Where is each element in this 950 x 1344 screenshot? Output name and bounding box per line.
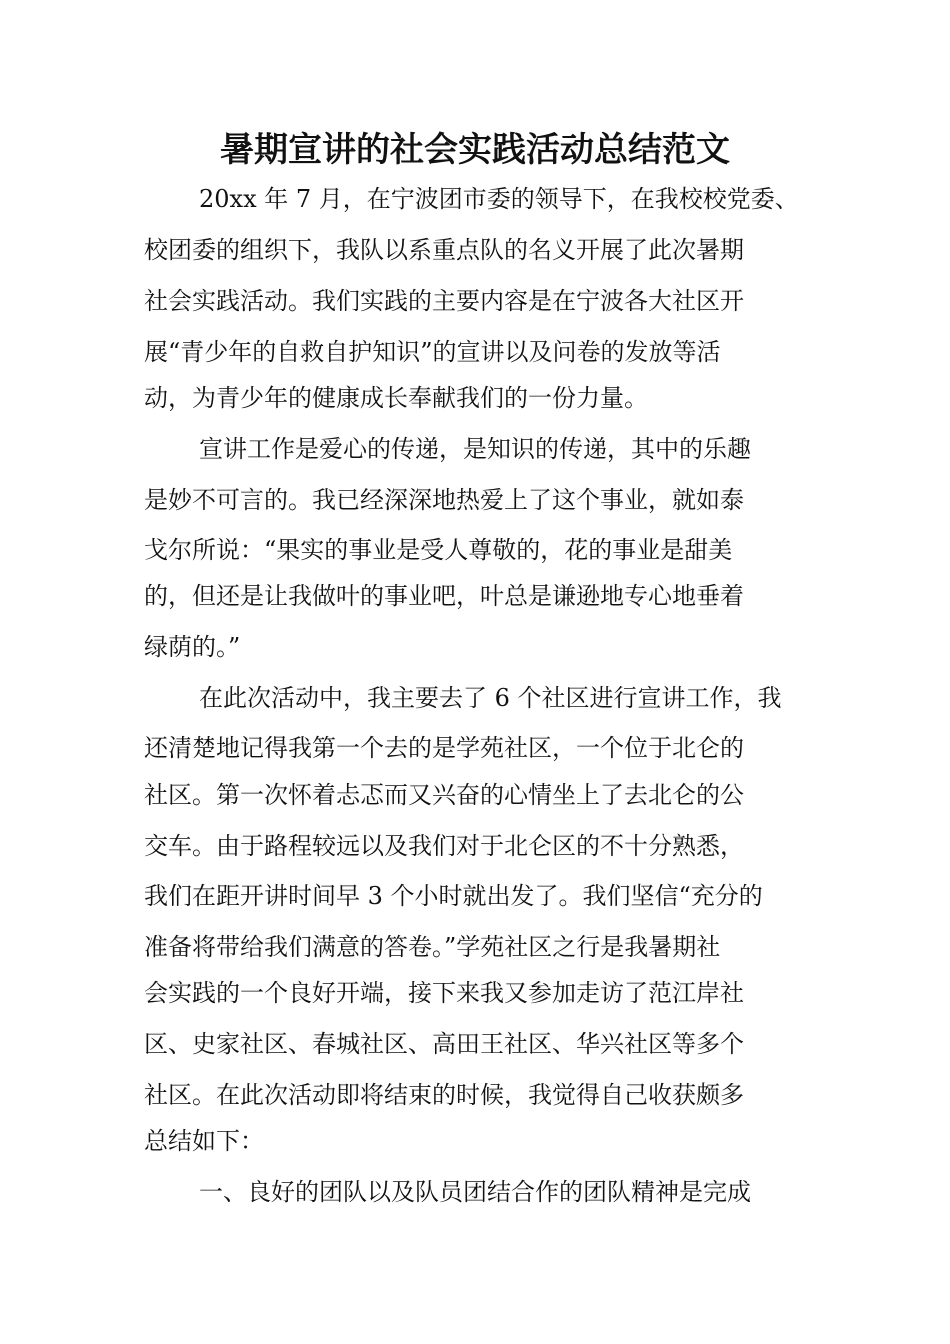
text-line: 准备将带给我们满意的答卷。”学苑社区之行是我暑期社	[144, 933, 721, 961]
text-line: 一、良好的团队以及队员团结合作的团队精神是完成	[199, 1178, 751, 1206]
text-line: 是妙不可言的。我已经深深地热爱上了这个事业，就如泰	[144, 486, 744, 514]
text-line: 总结如下：	[144, 1127, 264, 1155]
text-line: 戈尔所说：“果实的事业是受人尊敬的，花的事业是甜美	[144, 536, 733, 564]
text-line: 20xx 年 7 月，在宁波团市委的领导下，在我校校党委、	[199, 185, 799, 213]
text-line: 会实践的一个良好开端，接下来我又参加走访了范江岸社	[144, 979, 744, 1007]
text-line: 宣讲工作是爱心的传递，是知识的传递，其中的乐趣	[199, 435, 751, 463]
text-line: 的，但还是让我做叶的事业吧，叶总是谦逊地专心地垂着	[144, 582, 744, 610]
text-line: 动，为青少年的健康成长奉献我们的一份力量。	[144, 384, 648, 412]
text-line: 我们在距开讲时间早 3 个小时就出发了。我们坚信“充分的	[144, 882, 763, 910]
text-line: 校团委的组织下，我队以系重点队的名义开展了此次暑期	[144, 236, 744, 264]
text-line: 绿荫的。”	[144, 633, 241, 661]
text-line: 还清楚地记得我第一个去的是学苑社区，一个位于北仑的	[144, 734, 744, 762]
text-line: 区、史家社区、春城社区、高田王社区、华兴社区等多个	[144, 1030, 744, 1058]
text-line: 在此次活动中，我主要去了 6 个社区进行宣讲工作，我	[199, 684, 782, 712]
text-line: 展“青少年的自救自护知识”的宣讲以及问卷的发放等活	[144, 338, 721, 366]
text-line: 社区。第一次怀着忐忑而又兴奋的心情坐上了去北仑的公	[144, 781, 744, 809]
document-title: 暑期宣讲的社会实践活动总结范文	[220, 130, 730, 170]
text-line: 交车。由于路程较远以及我们对于北仑区的不十分熟悉，	[144, 832, 744, 860]
text-line: 社区。在此次活动即将结束的时候，我觉得自己收获颇多	[144, 1081, 744, 1109]
text-line: 社会实践活动。我们实践的主要内容是在宁波各大社区开	[144, 287, 744, 315]
